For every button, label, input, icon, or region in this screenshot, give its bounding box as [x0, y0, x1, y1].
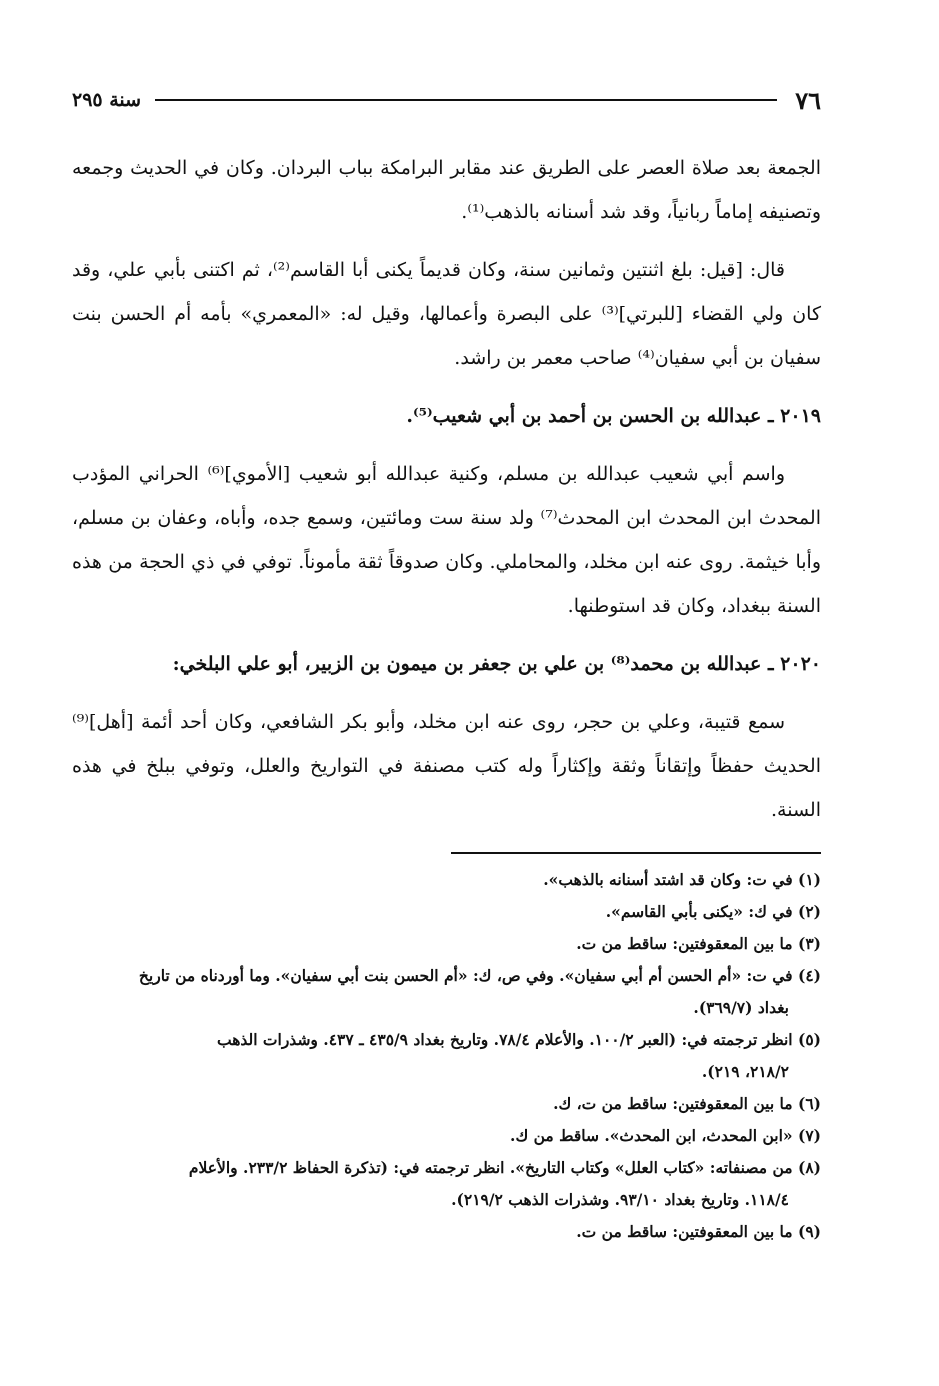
paragraph-4: سمع قتيبة، وعلي بن حجر، روى عنه ابن مخلد، وأبو بكر الشافعي، وكان أحد أئمة [أهل]⁽⁹⁾ الحديث حفظاً وإتقاناً وثقة وإكثاراً وله كتب مصنفة في التواريخ والعلل، وتوفي ببلخ في هذه السنة. — [72, 711, 821, 821]
footnote-4: (٤) في ت: «أم الحسن أم أبي سفيان». وفي ص، ك: «أم الحسن بنت أبي سفيان». وما أوردناه من تاريخ بغداد (٣٦٩/٧). — [138, 966, 821, 1017]
footnotes — [72, 864, 821, 1248]
footnote-separator — [451, 852, 821, 854]
paragraph-3: واسم أبي شعيب عبدالله بن مسلم، وكنية عبدالله أبو شعيب [الأموي]⁽⁶⁾ الحراني المؤدب المحدث ابن المحدث ابن المحدث⁽⁷⁾ ولد سنة ست ومائتين، وسمع جده، وأباه، وعفان بن مسلم، وأبا خيثمة. روى عنه ابن مخلد، والمحاملي. وكان صدوقاً ثقة مأموناً. توفي في ذي الحجة من هذه السنة ببغداد، وكان قد استوطنها. — [72, 463, 821, 617]
running-head-year: سنة ٢٩٥ — [72, 89, 142, 111]
page-header — [72, 82, 821, 118]
footnote-5: (٥) انظر ترجمته في: (العبر ١٠٠/٢. والأعلام ٧٨/٤. وتاريخ بغداد ٤٣٥/٩ ـ ٤٣٧. وشذرات الذهب ٢١٨/٢، ٢١٩). — [216, 1030, 821, 1081]
footnote-2: (٢) في ك: «يكنى بأبي القاسم». — [605, 902, 821, 921]
footnote-3: (٣) ما بين المعقوفتين: ساقط من ت. — [576, 934, 821, 953]
footnote-9: (٩) ما بين المعقوفتين: ساقط من ت. — [576, 1222, 821, 1241]
page-number: ٧٦ — [795, 85, 821, 115]
book-page — [72, 82, 821, 1248]
paragraph-1: الجمعة بعد صلاة العصر على الطريق عند مقابر البرامكة بباب البردان. وكان في الحديث وجمعه وتصنيفه إماماً ربانياً، وقد شد أسنانه بالذهب⁽¹⁾. — [72, 157, 821, 223]
header-rule — [155, 99, 777, 101]
footnote-7: (٧) «ابن المحدث، ابن المحدث». ساقط من ك. — [510, 1126, 821, 1145]
paragraph-2: قال: [قيل: بلغ اثنتين وثمانين سنة، وكان قديماً يكنى أبا القاسم⁽²⁾، ثم اكتنى بأبي علي، وقد كان ولي القضاء [للبرتي]⁽³⁾ على البصرة وأعمالها، وقيل له: «المعمري» بأمه أم الحسن بنت سفيان بن أبي سفيان⁽⁴⁾ صاحب معمر بن راشد. — [72, 259, 822, 369]
footnote-6: (٦) ما بين المعقوفتين: ساقط من ت، ك. — [553, 1094, 821, 1113]
entry-heading-2020: ٢٠٢٠ ـ عبدالله بن محمد⁽⁸⁾ بن علي بن جعفر بن ميمون بن الزبير، أبو علي البلخي: — [172, 653, 821, 675]
entry-heading-2019: ٢٠١٩ ـ عبدالله بن الحسن بن أحمد بن أبي شعيب⁽⁵⁾. — [406, 405, 821, 427]
footnote-8: (٨) من مصنفاته: «كتاب العلل» وكتاب التاريخ». انظر ترجمته في: (تذكرة الحفاظ ٢٣٣/٢. والأعلام ١١٨/٤. وتاريخ بغداد ٩٣/١٠. وشذرات الذهب ٢١٩/٢). — [188, 1158, 821, 1209]
footnote-1: (١) في ت: وكان قد اشتد أسنانه بالذهب». — [543, 870, 821, 889]
